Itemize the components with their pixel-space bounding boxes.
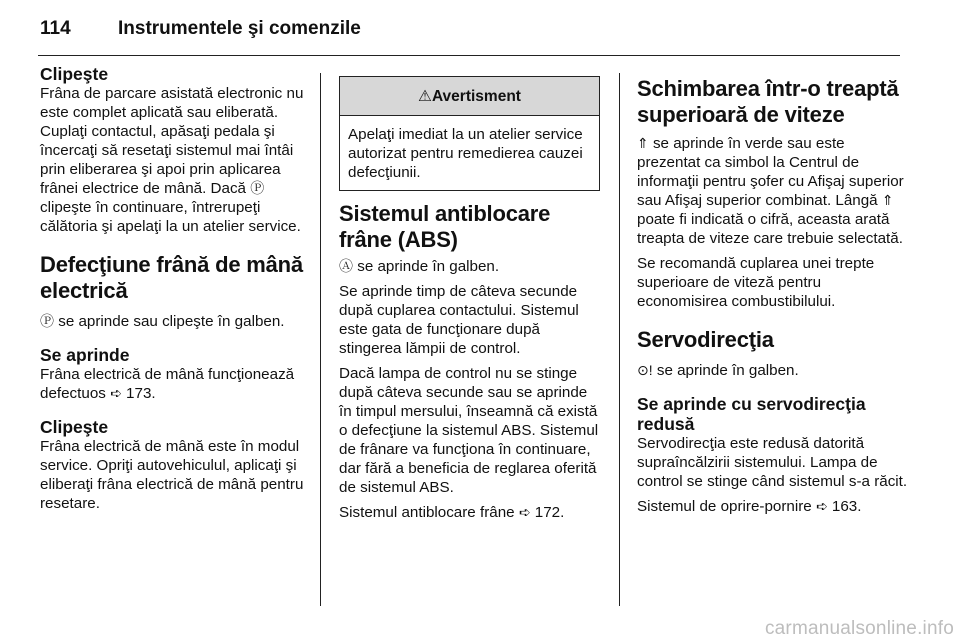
text: 173. bbox=[121, 385, 156, 402]
text: se aprinde în galben. bbox=[652, 362, 799, 379]
heading-clipeste-1: Clipeşte bbox=[40, 64, 109, 84]
text: Frâna de parcare asistată electronic nu este complet aplicată sau eliberată. Cuplaţi contactul, apăsaţi pedala şi încercaţi să resetaţi sistemul mai întâi prin eliberarea şi apoi prin aplicarea frânei electrice de mână. Dacă bbox=[40, 85, 304, 197]
paragraph-clipeste-1 bbox=[40, 84, 308, 236]
chapter-title: Instrumentele şi comenzile bbox=[118, 18, 361, 39]
text: se aprinde în galben. bbox=[353, 258, 500, 275]
column-divider-2 bbox=[619, 73, 620, 606]
paragraph-servo bbox=[637, 361, 909, 380]
heading-defectiune: Defecţiune frână de mână electrică bbox=[40, 252, 303, 303]
page-reference-arrow-icon: ➪ bbox=[815, 498, 828, 514]
text: 163. bbox=[827, 498, 862, 515]
text: Sistemul antiblocare frâne bbox=[339, 504, 519, 521]
paragraph-schimbare-2: Se recomandă cuplarea unei trepte superioare de viteză pentru economisirea combustibilului. bbox=[637, 255, 875, 310]
column-1 bbox=[40, 64, 308, 519]
page-header bbox=[40, 18, 920, 48]
text: Frâna electrică de mână funcţionează defectuos bbox=[40, 366, 295, 402]
paragraph-se-aprinde bbox=[40, 365, 308, 403]
paragraph-abs-4 bbox=[339, 503, 603, 522]
page-number: 114 bbox=[40, 18, 71, 39]
power-steering-warning-icon: ⊙! bbox=[637, 362, 653, 378]
heading-servo-redusa: Se aprinde cu servodirecţia redusă bbox=[637, 394, 866, 434]
text: Sistemul de oprire-pornire bbox=[637, 498, 816, 515]
paragraph-defectiune bbox=[40, 312, 308, 331]
warning-box bbox=[339, 76, 600, 191]
paragraph-abs-2: Se aprinde timp de câteva secunde după cuplarea contactului. Sistemul este gata de funcţionare după stingerea lămpii de control. bbox=[339, 283, 579, 357]
paragraph-abs-1 bbox=[339, 257, 603, 276]
column-3 bbox=[637, 76, 909, 522]
brake-warning-icon: Ⓟ bbox=[250, 180, 265, 196]
column-divider-1 bbox=[320, 73, 321, 606]
text: poate fi indicată o cifră, aceasta arată treapta de viteze care trebuie selectată. bbox=[637, 211, 903, 247]
heading-abs: Sistemul antiblocare frâne (ABS) bbox=[339, 201, 551, 252]
warning-header bbox=[340, 77, 599, 116]
header-rule bbox=[38, 55, 900, 56]
shift-up-icon: ⇑ bbox=[637, 135, 649, 151]
paragraph-schimbare-1 bbox=[637, 134, 909, 248]
warning-body: Apelaţi imediat la un atelier service autorizat pentru remedierea cauzei defecţiunii. bbox=[348, 126, 583, 181]
heading-clipeste-2: Clipeşte bbox=[40, 417, 109, 437]
text: se aprinde în verde sau este prezentat ca simbol la Centrul de informaţii pentru şofer cu Afişaj superior sau Afişaj superior combinat. Lângă bbox=[637, 135, 904, 209]
page-reference-arrow-icon: ➪ bbox=[110, 385, 122, 401]
text: clipeşte în continuare, întrerupeţi călătoria şi apelaţi la un atelier service. bbox=[40, 199, 301, 235]
abs-warning-icon: Ⓐ bbox=[339, 258, 353, 274]
paragraph-clipeste-2: Frâna electrică de mână este în modul service. Opriţi autovehiculul, aplicaţi şi eliberaţi frâna electrică de mână pentru resetare. bbox=[40, 438, 304, 512]
paragraph-servo-redusa: Servodirecţia este redusă datorită supraîncălzirii sistemului. Lampa de control se stinge când sistemul s-a răcit. bbox=[637, 435, 908, 490]
heading-se-aprinde: Se aprinde bbox=[40, 345, 130, 365]
text: se aprinde sau clipeşte în galben. bbox=[54, 313, 285, 330]
warning-triangle-icon: ⚠ bbox=[418, 87, 432, 105]
watermark: carmanualsonline.info bbox=[764, 618, 954, 639]
warning-title: Avertisment bbox=[431, 87, 521, 105]
parking-brake-fault-icon: Ⓟ bbox=[40, 313, 54, 329]
heading-servo: Servodirecţia bbox=[637, 327, 774, 352]
paragraph-abs-3: Dacă lampa de control nu se stinge după câteva secunde sau se aprinde în timpul mersului, înseamnă că există o defecţiune la sistemul ABS. Sistemul de frânare va funcţiona în continuare, dar fără a beneficia de reglarea oferită de sistemul ABS. bbox=[339, 365, 599, 496]
text: 172. bbox=[530, 504, 565, 521]
column-2 bbox=[339, 64, 603, 528]
shift-up-icon: ⇑ bbox=[881, 192, 894, 208]
heading-schimbare: Schimbarea într-o treaptă superioară de viteze bbox=[637, 76, 899, 127]
paragraph-oprire bbox=[637, 497, 909, 516]
page-reference-arrow-icon: ➪ bbox=[518, 504, 531, 520]
